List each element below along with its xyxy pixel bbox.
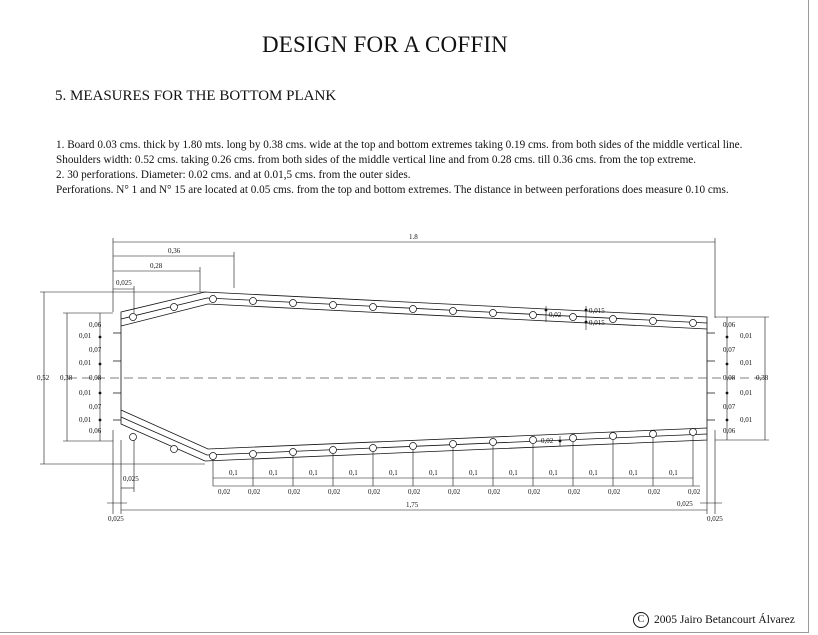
label-diameter-12: 0,02: [648, 488, 661, 496]
label-right-stack-1: 0,06: [723, 321, 736, 329]
label-shoulder-start: 0,28: [150, 262, 163, 270]
label-right-stack-7: 0,07: [723, 403, 736, 411]
label-diameter-3: 0,02: [288, 488, 301, 496]
label-left-stack-7: 0,07: [89, 403, 102, 411]
label-diameter-9: 0,02: [528, 488, 541, 496]
label-spacing-10: 0,1: [589, 469, 598, 477]
label-left-stack-5: 0,08: [89, 374, 102, 382]
label-diameter-5: 0,02: [368, 488, 381, 496]
label-diameter-13: 0,02: [688, 488, 701, 496]
label-overall-length: 1.8: [409, 233, 418, 241]
note-line-4: Perforations. N° 1 and N° 15 are located at 0.05 cms. from the top and bottom extremes. The distance in between perforations does measure 0.10 cms.: [56, 184, 729, 196]
plank-outline: [121, 292, 707, 461]
label-end-width-right: 0,38: [756, 374, 769, 382]
label-spacing-8: 0,1: [509, 469, 518, 477]
label-left-stack-4: 0,01: [79, 359, 92, 367]
label-edge-lower-left: 0,025: [123, 475, 139, 483]
label-spacing-5: 0,1: [389, 469, 398, 477]
label-perf-bottom-diameter: 0,02: [541, 437, 554, 445]
label-spacing-11: 0,1: [629, 469, 638, 477]
label-diameter-4: 0,02: [328, 488, 341, 496]
label-spacing-6: 0,1: [429, 469, 438, 477]
label-left-stack-2: 0,01: [79, 332, 92, 340]
plank-end-left: [113, 333, 121, 420]
note-line-2: Shoulders width: 0.52 cms. taking 0.26 cms. from both sides of the middle vertical line and from 0.28 cms. till 0.36 cms. from the top extreme.: [56, 154, 697, 166]
label-perf-top-diameter: 0,02: [549, 311, 562, 319]
label-spacing-12: 0,1: [669, 469, 678, 477]
label-diameter-7: 0,02: [448, 488, 461, 496]
label-end-width-left: 0,38: [60, 374, 73, 382]
label-spacing-7: 0,1: [469, 469, 478, 477]
label-right-stack-5: 0,08: [723, 374, 736, 382]
page-title: DESIGN FOR A COFFIN: [262, 32, 508, 57]
label-max-width: 0,52: [37, 374, 50, 382]
copyright-icon: C: [633, 612, 649, 628]
perforations-top: [130, 296, 697, 327]
label-right-stack-9: 0,06: [723, 427, 736, 435]
label-right-stack-4: 0,01: [740, 359, 753, 367]
label-left-stack-9: 0,06: [89, 427, 102, 435]
label-right-stack-6: 0,01: [740, 389, 753, 397]
plank-end-right: [707, 333, 715, 420]
label-right-stack-2: 0,01: [740, 332, 753, 340]
section-heading: 5. MEASURES FOR THE BOTTOM PLANK: [55, 88, 337, 104]
label-perf-edge-2: 0,015: [589, 319, 605, 327]
label-diameter-8: 0,02: [488, 488, 501, 496]
label-spacing-3: 0,1: [309, 469, 318, 477]
label-diameter-6: 0,02: [408, 488, 421, 496]
label-left-stack-6: 0,01: [79, 389, 92, 397]
label-spacing-9: 0,1: [549, 469, 558, 477]
label-top-offset: 0,025: [116, 279, 132, 287]
label-left-stack-1: 0,06: [89, 321, 102, 329]
copyright-footer: [633, 612, 795, 628]
label-spacing-4: 0,1: [349, 469, 358, 477]
label-shoulder-end: 0,36: [168, 247, 181, 255]
label-diameter-1: 0,02: [218, 488, 231, 496]
note-line-1: 1. Board 0.03 cms. thick by 1.80 mts. long by 0.38 cms. wide at the top and bottom extremes taking 0.19 cms. from both sides of the middle vertical line.: [56, 139, 743, 151]
label-edge-lower-right: 0,025: [677, 500, 693, 508]
label-left-stack-3: 0,07: [89, 346, 102, 354]
label-inner-length: 1,75: [406, 501, 419, 509]
label-diameter-11: 0,02: [608, 488, 621, 496]
label-diameter-2: 0,02: [248, 488, 261, 496]
label-edge-bottom-right: 0,025: [707, 515, 723, 523]
label-spacing-2: 0,1: [269, 469, 278, 477]
label-spacing-1: 0,1: [229, 469, 238, 477]
label-right-stack-3: 0,07: [723, 346, 736, 354]
note-line-3: 2. 30 perforations. Diameter: 0.02 cms. and at 0.01,5 cms. from the outer sides.: [56, 169, 411, 181]
label-edge-bottom-left: 0,025: [108, 515, 124, 523]
label-diameter-10: 0,02: [568, 488, 581, 496]
label-right-stack-8: 0,01: [740, 416, 753, 424]
label-perf-edge-1: 0,015: [589, 307, 605, 315]
copyright-text: 2005 Jairo Betancourt Álvarez: [654, 614, 795, 626]
label-left-stack-8: 0,01: [79, 416, 92, 424]
